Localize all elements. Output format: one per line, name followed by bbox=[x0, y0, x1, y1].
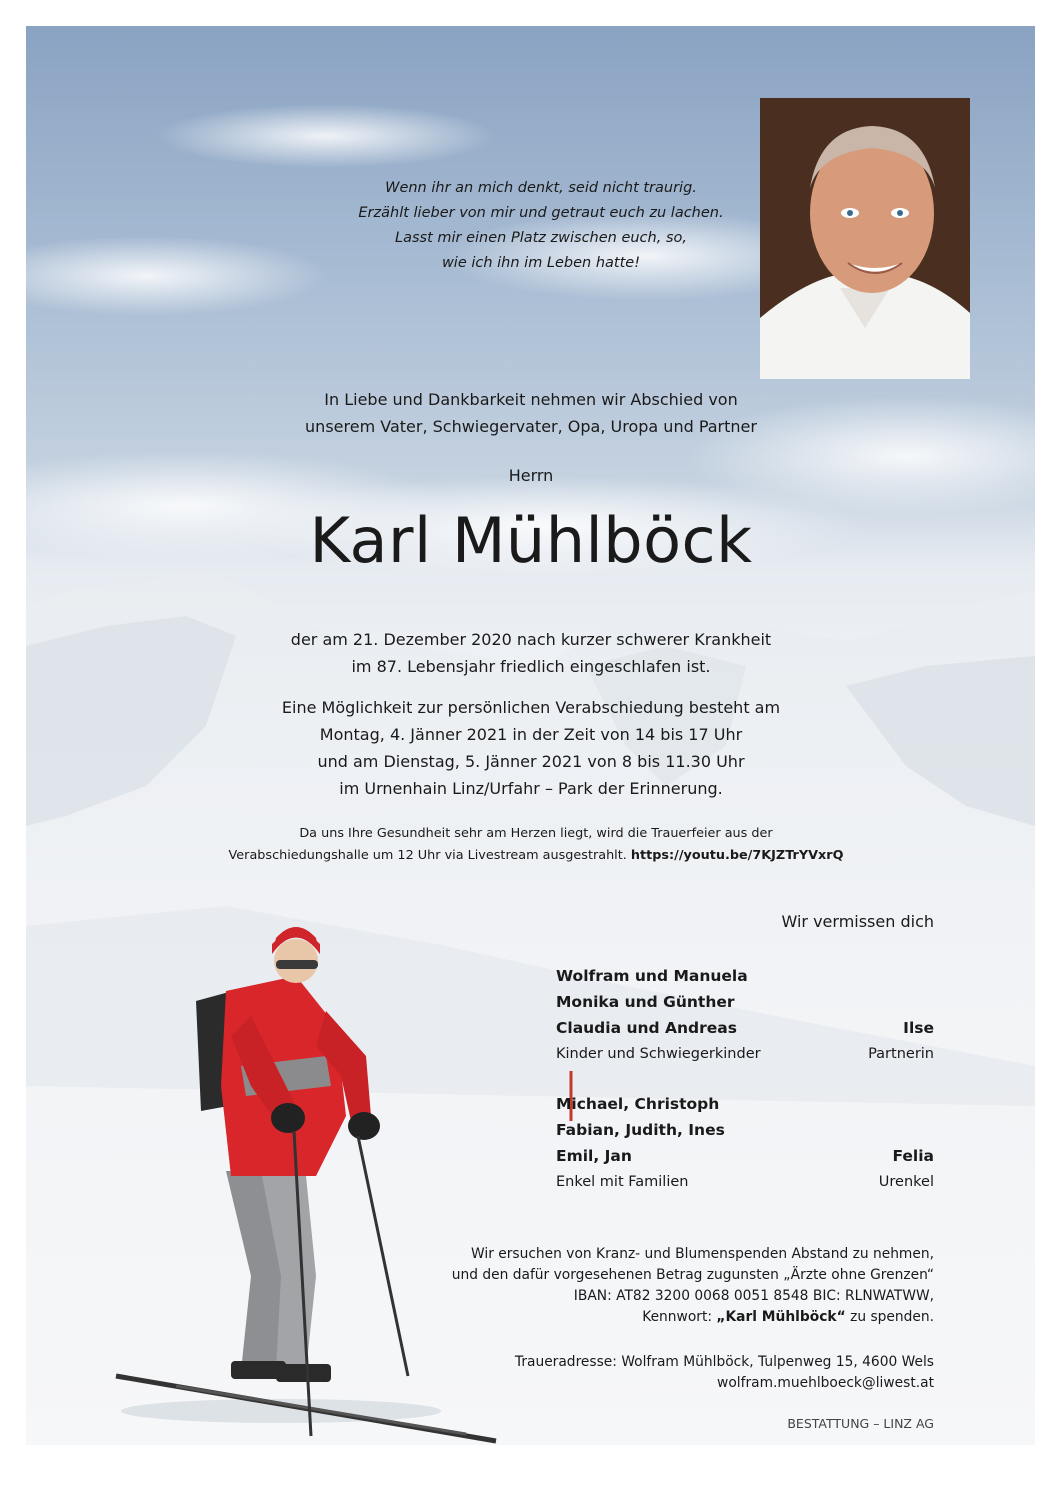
great-grandchild-block bbox=[879, 1143, 934, 1195]
children-label: Kinder und Schwiegerkinder bbox=[556, 1046, 761, 1062]
intro-line: unserem Vater, Schwiegervater, Opa, Uropa und Partner bbox=[305, 417, 757, 436]
notice-line: IBAN: AT82 3200 0068 0051 8548 BIC: RLNWATWW, bbox=[573, 1288, 934, 1304]
notice-line: Wir ersuchen von Kranz- und Blumenspenden Abstand zu nehmen, bbox=[471, 1246, 934, 1262]
viewing-details bbox=[176, 694, 886, 802]
death-line: der am 21. Dezember 2020 nach kurzer schwerer Krankheit bbox=[290, 630, 772, 649]
salutation: Herrn bbox=[508, 466, 554, 485]
portrait-photo bbox=[760, 98, 970, 379]
donation-notice bbox=[374, 1244, 934, 1328]
viewing-line: Montag, 4. Jänner 2021 in der Zeit von 14 bis 17 Uhr bbox=[319, 725, 743, 744]
children-names: Monika und Günther bbox=[556, 993, 735, 1011]
deceased-name: Karl Mühlböck bbox=[309, 504, 753, 577]
stream-text: Verabschiedungshalle um 12 Uhr via Livestream ausgestrahlt. bbox=[228, 848, 627, 863]
farewell-intro bbox=[176, 386, 886, 440]
poem-line: Erzählt lieber von mir und getraut euch zu lachen. bbox=[358, 205, 724, 221]
children-list bbox=[556, 963, 761, 1067]
poem-line: Wenn ihr an mich denkt, seid nicht traurig. bbox=[385, 180, 697, 196]
stream-line bbox=[126, 845, 946, 867]
mourning-address bbox=[374, 1352, 934, 1394]
grandchildren-names: Michael, Christoph bbox=[556, 1095, 720, 1113]
partner-block bbox=[868, 1015, 934, 1067]
partner-label: Partnerin bbox=[868, 1046, 934, 1062]
notice-line bbox=[374, 1307, 934, 1328]
partner-name: Ilse bbox=[903, 1019, 934, 1037]
grandchildren-names: Fabian, Judith, Ines bbox=[556, 1121, 725, 1139]
viewing-line: Eine Möglichkeit zur persönlichen Verabschiedung besteht am bbox=[281, 698, 781, 717]
children-names: Wolfram und Manuela bbox=[556, 967, 748, 985]
cloud bbox=[156, 104, 496, 168]
intro-line: In Liebe und Dankbarkeit nehmen wir Abschied von bbox=[324, 390, 738, 409]
donation-keyword: „Karl Mühlböck“ bbox=[716, 1309, 846, 1325]
viewing-line: im Urnenhain Linz/Urfahr – Park der Erinnerung. bbox=[339, 779, 723, 798]
livestream-notice bbox=[126, 823, 946, 867]
notice-line: und den dafür vorgesehenen Betrag zugunsten „Ärzte ohne Grenzen“ bbox=[451, 1267, 934, 1283]
stream-line: Da uns Ihre Gesundheit sehr am Herzen liegt, wird die Trauerfeier aus der bbox=[299, 826, 773, 841]
address-email[interactable]: wolfram.muehlboeck@liwest.at bbox=[717, 1375, 934, 1391]
keyword-prefix: Kennwort: bbox=[642, 1309, 717, 1325]
portrait-image bbox=[760, 98, 970, 379]
grandchildren-label: Enkel mit Familien bbox=[556, 1174, 689, 1190]
children-names: Claudia und Andreas bbox=[556, 1019, 737, 1037]
great-grandchild-name: Felia bbox=[892, 1147, 934, 1165]
poem-line: wie ich ihn im Leben hatte! bbox=[441, 255, 641, 271]
grandchildren-list bbox=[556, 1091, 725, 1195]
death-line: im 87. Lebensjahr friedlich eingeschlafen ist. bbox=[351, 657, 711, 676]
death-notice bbox=[176, 626, 886, 680]
miss-you-text: Wir vermissen dich bbox=[781, 912, 934, 931]
viewing-line: und am Dienstag, 5. Jänner 2021 von 8 bis 11.30 Uhr bbox=[317, 752, 745, 771]
obituary-page bbox=[26, 26, 1035, 1445]
undertaker-name: BESTATTUNG – LINZ AG bbox=[787, 1416, 934, 1431]
keyword-suffix: zu spenden. bbox=[845, 1309, 934, 1325]
livestream-link[interactable]: https://youtu.be/7KJZTrYVxrQ bbox=[630, 848, 844, 863]
great-grandchild-label: Urenkel bbox=[878, 1174, 934, 1190]
address-line: Traueradresse: Wolfram Mühlböck, Tulpenweg 15, 4600 Wels bbox=[514, 1354, 934, 1370]
poem-line: Lasst mir einen Platz zwischen euch, so, bbox=[395, 230, 687, 246]
grandchildren-names: Emil, Jan bbox=[556, 1147, 632, 1165]
